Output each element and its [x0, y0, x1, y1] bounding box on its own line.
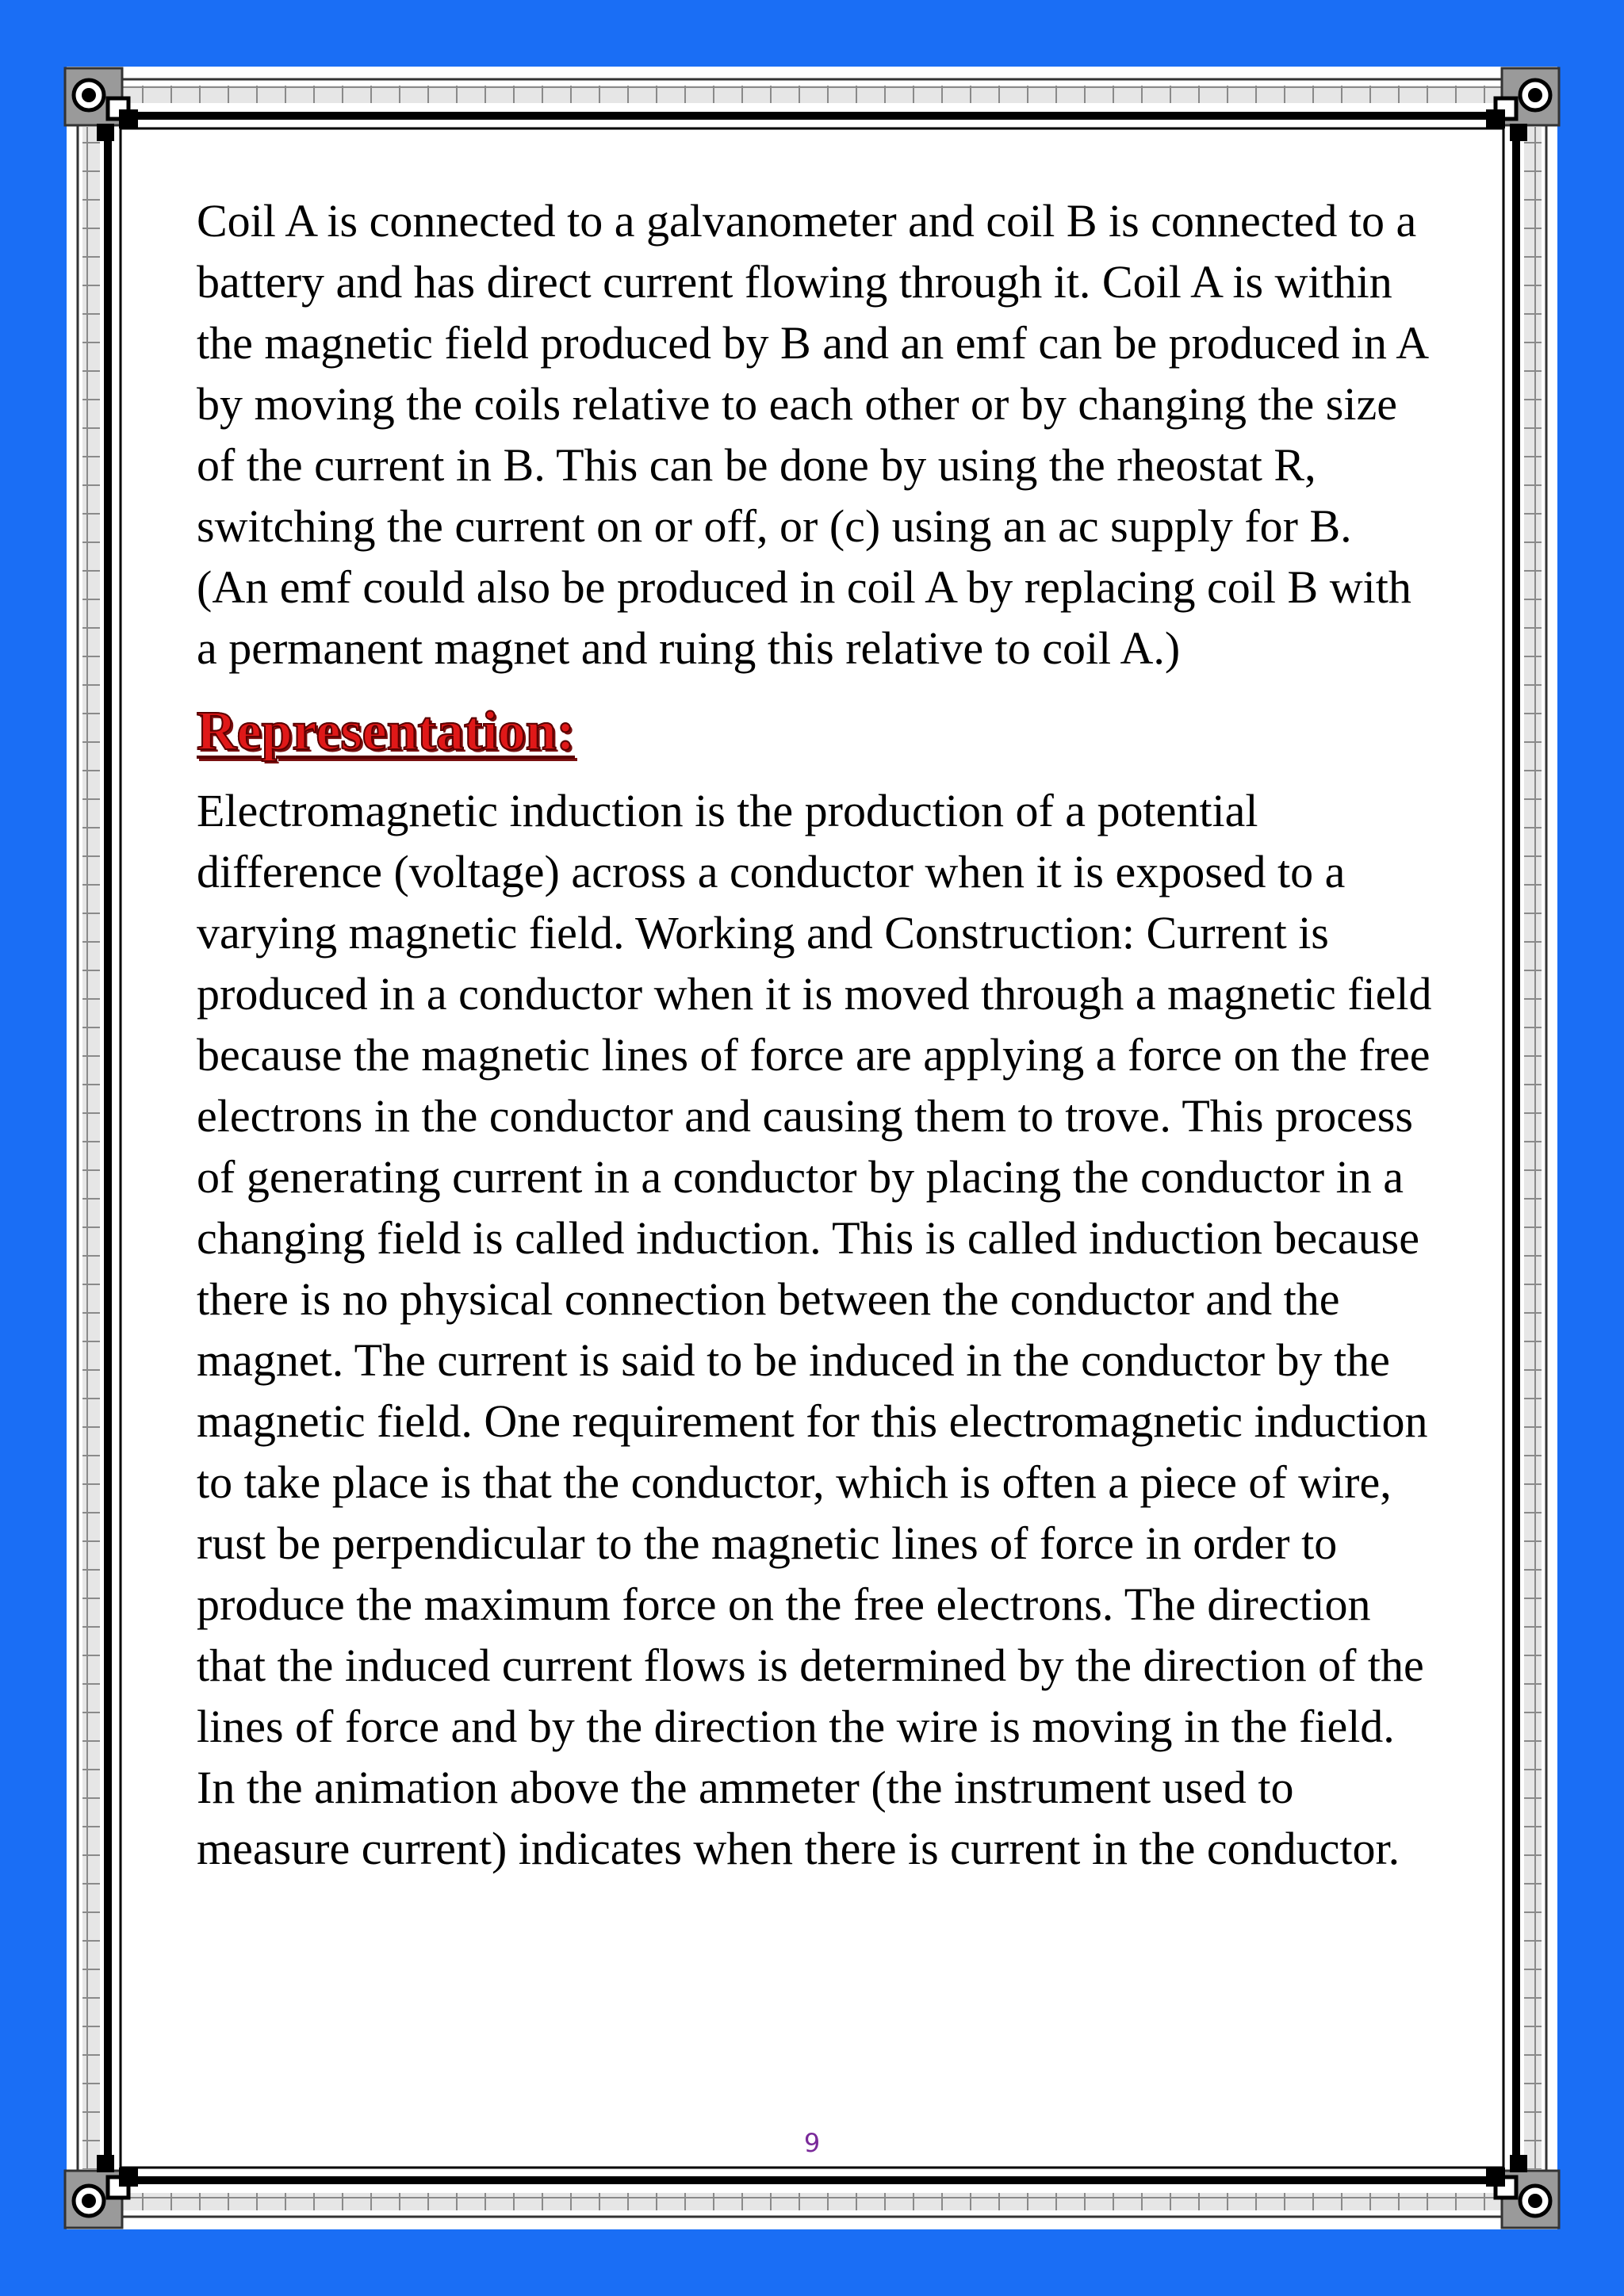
right-tile-strip	[1524, 127, 1542, 2169]
left-tile-strip	[82, 127, 100, 2169]
body-paragraph-2: Electromagnetic induction is the production of a potential difference (voltage) across a conductor when it is exposed to a varying magnetic field. Working and Construction: Current is produced in a conductor when it is moved through a magnetic field because the magnetic lines of force are applying a force on the free electrons in the conductor and causing them to trove. This process of generating current in a conductor by placing the conductor in a changing field is called induction. This is called induction because there is no physical connection between the conductor and the magnet. The current is said to be induced in the conductor by the magnetic field. One requirement for this electromagnetic induction to take place is that the conductor, which is often a piece of wire, rust be perpendicular to the magnetic lines of force in order to produce the maximum force on the free electrons. The direction that the induced current flows is determined by the direction of the lines of force and by the direction the wire is moving in the field. In the animation above the ammeter (the instrument used to measure current) indicates when there is current in the conductor.	[197, 785, 1432, 1874]
top-tile-strip	[119, 86, 1505, 103]
page-number: 9	[803, 2128, 821, 2158]
bottom-tile-strip	[119, 2193, 1505, 2210]
page-content	[197, 190, 1434, 1879]
body-paragraph-1: Coil A is connected to a galvanometer and coil B is connected to a battery and has direct current flowing through it. Coil A is within the magnetic field produced by B and an emf can be produced in A by moving the coils relative to each other or by changing the size of the current in B. This can be done by using the rheostat R, switching the current on or off, or (c) using an ac supply for B. (An emf could also be produced in coil A by replacing coil B with a permanent magnet and ruing this relative to coil A.)	[197, 195, 1427, 674]
section-heading: Representation:	[197, 701, 575, 762]
